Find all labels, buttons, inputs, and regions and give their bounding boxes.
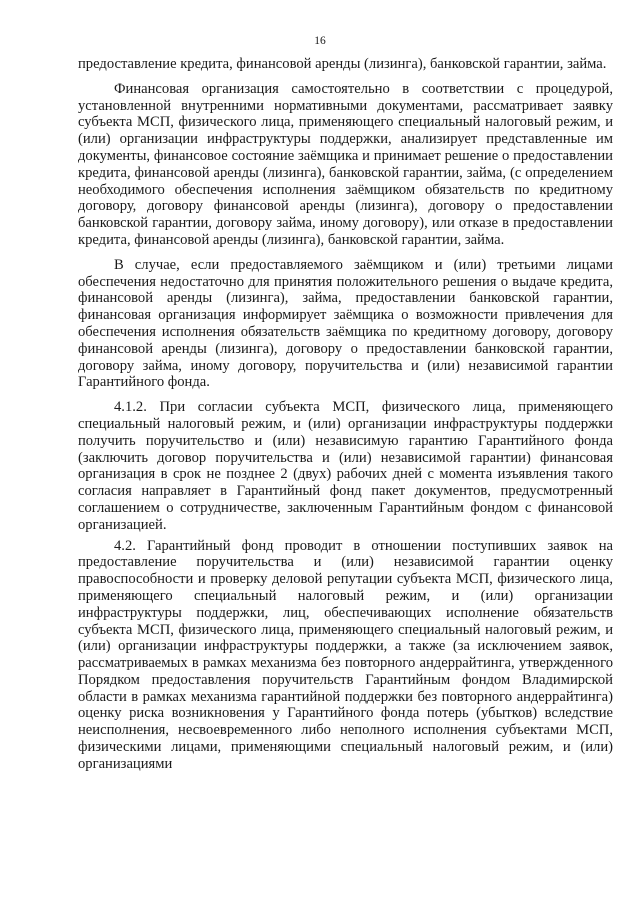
page-number: 16 (314, 35, 326, 47)
paragraph-continuation: предоставление кредита, финансовой аренды (лизинга), банковской гарантии, займа. (78, 56, 607, 72)
paragraph-4-1-2: 4.1.2. При согласии субъекта МСП, физического лица, применяющего специальный налоговый режим, и (или) организации инфраструктуры поддержки получить поручительство и (или) независимую гарантию Гарантийного фонда (заключить договор поручительства и (или) независимой гарантии) финансовая организация в срок не позднее 2 (двух) рабочих дней с момента изъявления такого согласия направляет в Гарантийный фонд пакет документов, предусмотренный соглашением о сотрудничестве, заключенным Гарантийным фондом с финансовой организацией. (78, 399, 613, 533)
document-body (78, 56, 613, 773)
paragraph-review-procedure: Финансовая организация самостоятельно в соответствии с процедурой, установленной внутренними нормативными документами, рассматривает заявку субъекта МСП, физического лица, применяющего специальный налоговый режим, и (или) организации инфраструктуры поддержки, анализирует представленные им документы, финансовое состояние заёмщика и принимает решение о предоставлении кредита, финансовой аренды (лизинга), банковской гарантии, займа, (с определением необходимого обеспечения исполнения заёмщиком обязательств по кредитному договору, договору финансовой аренды (лизинга), договору о предоставлении банковской гарантии, договору займа, иному договору), или отказе в предоставлении кредита, финансовой аренды (лизинга), банковской гарантии, займа. (78, 80, 613, 248)
paragraph-insufficient-collateral: В случае, если предоставляемого заёмщиком и (или) третьими лицами обеспечения недостаточно для принятия положительного решения о выдаче кредита, финансовой аренды (лизинга), займа, предоставлении банковской гарантии, финансовая организация информирует заёмщика о возможности привлечения для обеспечения исполнения обязательств заёмщика по кредитному договору, договору финансовой аренды (лизинга), договору о предоставлении банковской гарантии, договору займа, иному договору, поручительства и (или) независимой гарантии Гарантийного фонда. (78, 256, 613, 391)
paragraph-4-2: 4.2. Гарантийный фонд проводит в отношении поступивших заявок на предоставление поручительства и (или) независимой гарантии оценку правоспособности и проверку деловой репутации субъекта МСП, физического лица, применяющего специальный налоговый режим, и (или) организации инфраструктуры поддержки, лиц, обеспечивающих исполнение обязательств субъекта МСП, физического лица, применяющего специальный налоговый режим, и (или) организации инфраструктуры поддержки, а также (за исключением заявок, рассматриваемых в рамках механизма без повторного андеррайтинга, утвержденного Порядком предоставления поручительств Гарантийным фондом Владимирской области в рамках механизма гарантийной поддержки без повторного андеррайтинга) оценку риска возникновения у Гарантийного фонда потерь (убытков) вследствие неисполнения, несвоевременного либо неполного исполнения субъектами МСП, физическими лицами, применяющими специальный налоговый режим, и (или) организациями (78, 537, 613, 772)
